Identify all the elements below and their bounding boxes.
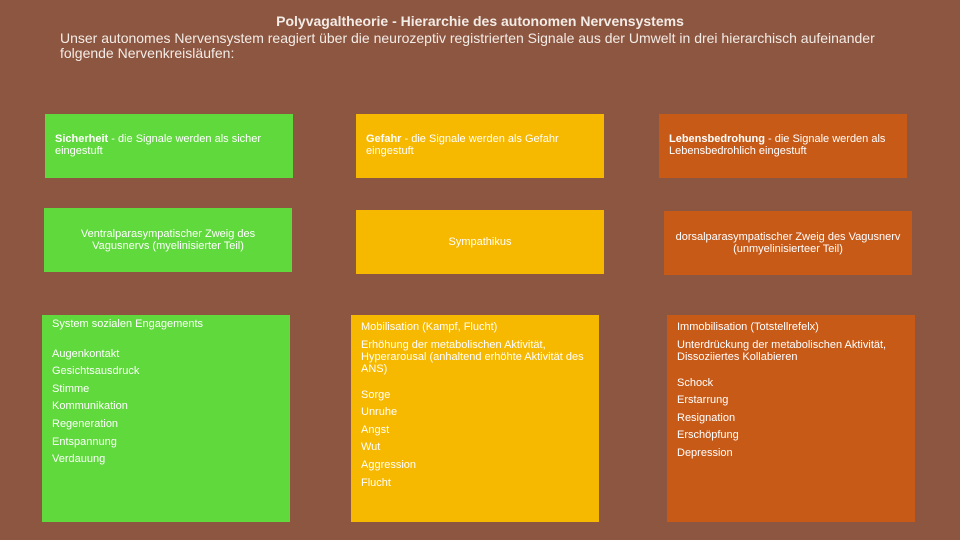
system-box-immobilisation: [667, 315, 915, 522]
system-title: Mobilisation (Kampf, Flucht): [361, 321, 498, 333]
system-box-mobilisation: [351, 315, 599, 522]
list-item: Sorge: [361, 388, 391, 401]
list-item: Gesichtsausdruck: [52, 365, 140, 378]
signal-label: Sicherheit: [55, 133, 109, 145]
signal-box-life-threat: [659, 114, 907, 178]
branch-box-ventral: [44, 208, 292, 272]
signal-box-safety: [45, 114, 293, 178]
list-item: Wut: [361, 441, 381, 454]
system-title: Immobilisation (Totstellrefelx): [677, 321, 819, 333]
list-item: Schock: [677, 376, 714, 389]
list-item: Resignation: [677, 411, 736, 424]
system-items: [52, 346, 280, 469]
list-item: Angst: [361, 423, 390, 436]
signal-label: Gefahr: [366, 133, 402, 145]
list-item: Depression: [677, 446, 733, 459]
signal-text: - die Signale werden als Gefahr eingestuft: [366, 133, 559, 157]
list-item: Flucht: [361, 476, 391, 489]
list-item: Augenkontakt: [52, 347, 120, 360]
list-item: Erschöpfung: [677, 429, 739, 442]
list-item: Stimme: [52, 382, 90, 395]
system-items: [361, 387, 589, 493]
list-item: Unruhe: [361, 406, 398, 419]
branch-box-dorsal: [664, 211, 912, 275]
list-item: Aggression: [361, 458, 417, 471]
signal-label: Lebensbedrohung: [669, 133, 765, 145]
list-item: Erstarrung: [677, 394, 729, 407]
list-item: Regeneration: [52, 417, 119, 430]
branch-text: Ventralparasympatischer Zweig des Vagusnervs (myelinisierter Teil): [80, 228, 256, 252]
system-box-social-engagement: [42, 315, 290, 522]
list-item: Entspannung: [52, 435, 117, 448]
branch-box-sympathikus: [356, 210, 604, 274]
list-item: Kommunikation: [52, 400, 128, 413]
system-description: Unterdrückung der metabolischen Aktivität, Dissoziiertes Kollabieren: [677, 338, 887, 363]
list-item: Verdauung: [52, 453, 106, 466]
signal-text: - die Signale werden als sicher eingestuft: [55, 133, 262, 157]
branch-text: Sympathikus: [448, 236, 512, 248]
system-description: Erhöhung der metabolischen Aktivität, Hyperarousal (anhaltend erhöhte Aktivität des ANS): [361, 338, 584, 375]
system-title: System sozialen Engagements: [52, 318, 204, 330]
signal-text: - die Signale werden als Lebensbedrohlich eingestuft: [669, 133, 886, 157]
system-items: [677, 375, 905, 463]
branch-text: dorsalparasympatischer Zweig des Vagusnerv (unmyelinisierteer Teil): [675, 231, 901, 255]
signal-box-danger: [356, 114, 604, 178]
intro-text: Unser autonomes Nervensystem reagiert über die neurozeptiv registrierten Signale aus der Umwelt in drei hierarchisch aufeinander folgende Nervenkreisläufen:: [60, 30, 875, 61]
page-title: Polyvagaltheorie - Hierarchie des autonomen Nervensystems: [276, 13, 684, 29]
